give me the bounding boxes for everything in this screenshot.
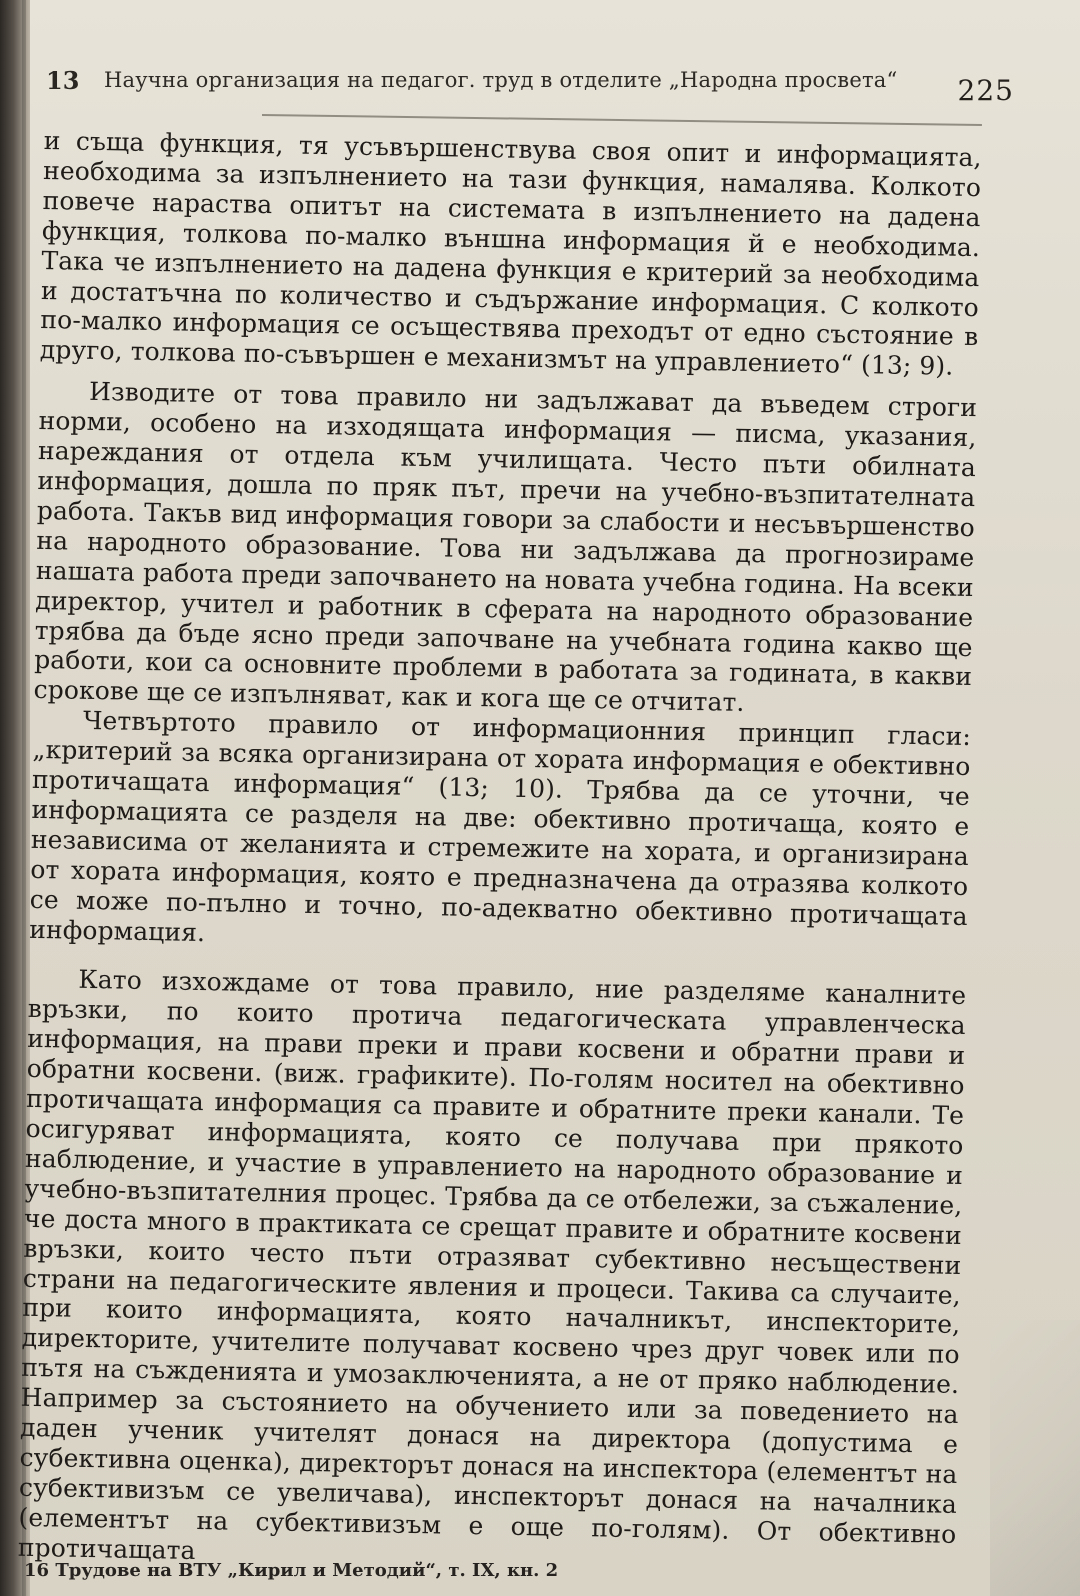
page-header bbox=[40, 60, 1020, 110]
running-title: Научна организация на педагог. труд в отделите „Народна просвета“ bbox=[104, 68, 898, 92]
body-text bbox=[18, 126, 982, 1580]
paragraph-2: Изводите от това правило ни задължават да въведем строги норми, особено на изходящата информация — писма, указания, нареждания от отдела към училищата. Често пъти обилната информация, дошла по пряк път, пречи на учебно-възпитателната работа. Такъв вид информация говори за слабости и несъвършенство на народното образование. Това ни задължава да прогнозираме нашата работа преди започването на новата учебна година. На всеки директор, учител и работник в сферата на народното образование трябва да бъде ясно преди започване на учебната година какво ще работи, кои са основните проблеми в работата за годината, в какви срокове ще се изпълняват, как и кога ще се отчитат. bbox=[33, 377, 978, 718]
page-edge-shadow bbox=[990, 1320, 1080, 1596]
paragraph-1: и съща функция, тя усъвършенствува своя опит и информацията, необходима за изпълнението на тази функция, намалява. Колкото повече нараства опитът на системата в изпълнението на дадена функция, толкова по-малко външна информация й е необходима. Така че изпълнението на дадена функция е критерий за необходима и достатъчна по количество и съдържание информация. С колкото по-малко информация се осъществява преходът от едно състояние в друго, толкова по-съвършен е механизмът на управлението“ (13; 9). bbox=[39, 126, 982, 382]
page-number: 225 bbox=[957, 74, 1014, 107]
header-left-mark: 13 bbox=[46, 66, 80, 95]
signature-footer: 16 Трудове на ВТУ „Кирил и Методий“, т. IX, кн. 2 bbox=[24, 1560, 559, 1581]
paragraph-3: Четвъртото правило от информационния принцип гласи: „критерий за всяка организирана от хората информация е обективно протичащата информация“ (13; 10). Трябва да се уточни, че информацията се разделя на две: обективно протичаща, която е независима от желанията и стремежите на хората, и организирана от хората информация, която е предназначена да отразява колкото се може по-пълно и точно, по-адекватно обективно протичащата информация. bbox=[29, 706, 972, 947]
paragraph-4: Като изхождаме от това правило, ние разделяме каналните връзки, по които протича педагогическата управленческа информация, на прави преки и прави косвени и обратни прави и обратни косвени. (виж. графиките). По-голям носител на обективно протичащата информация са правите и обратните преки канали. Те осигуряват информацията, която се получава при прякото наблюдение, и участие в управлението на народното образование и учебно-възпитателния процес. Трябва да се отбележи, за съжаление, че доста много в практиката се срещат правите и обратните косвени връзки, които често пъти отразяват субективно несъществени страни на педагогическите явления и процеси. Такива са случаите, при които информацията, която началникът, инспекторите, директорите, учителите получават косвено чрез друг човек или по пътя на съжденията и умозаключенията, а не от пряко наблюдение. Например за състоянието на обучението или за поведението на даден ученик учителят донася на директора (допустима е субективна оценка), директорът донася на инспектора (елементът на субективизъм се увеличава), инспекторът донася на началника (елементът на субективизъм е още по-голям). От обективно протичащата bbox=[17, 965, 967, 1565]
header-rule bbox=[262, 114, 982, 126]
